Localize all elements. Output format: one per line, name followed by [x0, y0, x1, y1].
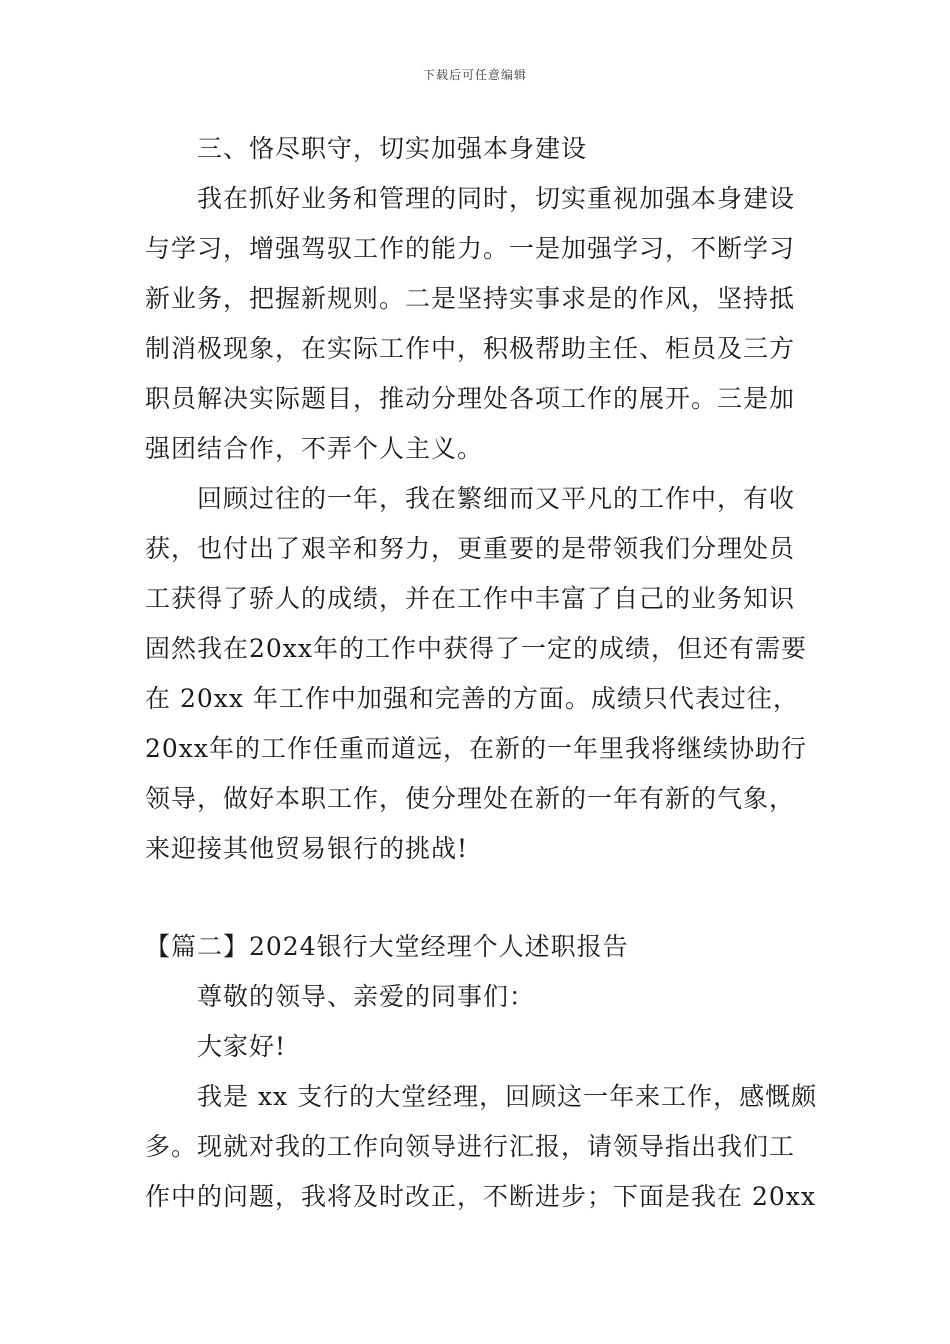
section-spacer — [145, 874, 835, 922]
paragraph-line: 固然我在20xx年的工作中获得了一定的成绩，但还有需要 — [145, 634, 808, 663]
paragraph — [145, 1072, 835, 1222]
paragraph-line: 在 20xx 年工作中加强和完善的方面。成绩只代表过往， — [145, 684, 799, 713]
paragraph-line: 作中的问题，我将及时改正，不断进步；下面是我在 20xx — [145, 1182, 816, 1211]
paragraph-line: 新业务，把握新规则。二是坚持实事求是的作风，坚持抵 — [145, 284, 796, 313]
paragraph-line: 我在抓好业务和管理的同时，切实重视加强本身建设 — [197, 184, 796, 213]
paragraph-line: 强团结合作，不弄个人主义。 — [145, 434, 484, 463]
paragraph-line: 领导，做好本职工作，使分理处在新的一年有新的气象， — [145, 784, 796, 813]
page-header-note: 下载后可任意编辑 — [422, 68, 527, 82]
paragraph-line: 回顾过往的一年，我在繁细而又平凡的工作中，有收 — [197, 484, 796, 513]
paragraph-line: 20xx年的工作任重而道远，在新的一年里我将继续协助行 — [145, 734, 808, 763]
greeting: 大家好! — [197, 1032, 287, 1061]
paragraph — [145, 474, 835, 874]
paragraph-line: 多。现就对我的工作向领导进行汇报，请领导指出我们工 — [145, 1132, 796, 1161]
part-title: 【篇二】2024银行大堂经理个人述职报告 — [145, 932, 629, 961]
paragraph-line: 与学习，增强驾驭工作的能力。一是加强学习，不断学习 — [145, 234, 796, 263]
section-heading: 三、恪尽职守，切实加强本身建设 — [197, 134, 588, 163]
paragraph — [145, 174, 835, 474]
document-body — [145, 124, 835, 1222]
paragraph-line: 制消极现象，在实际工作中，积极帮助主任、柜员及三方 — [145, 334, 796, 363]
paragraph-line: 获，也付出了艰辛和努力，更重要的是带领我们分理处员 — [145, 534, 796, 563]
salutation: 尊敬的领导、亲爱的同事们： — [197, 982, 536, 1011]
paragraph-line: 来迎接其他贸易银行的挑战! — [145, 834, 469, 863]
paragraph-line: 工获得了骄人的成绩，并在工作中丰富了自己的业务知识 — [145, 584, 796, 613]
paragraph-line: 职员解决实际题目，推动分理处各项工作的展开。三是加 — [145, 384, 796, 413]
paragraph-line: 我是 xx 支行的大堂经理，回顾这一年来工作，感慨颇 — [197, 1082, 818, 1111]
